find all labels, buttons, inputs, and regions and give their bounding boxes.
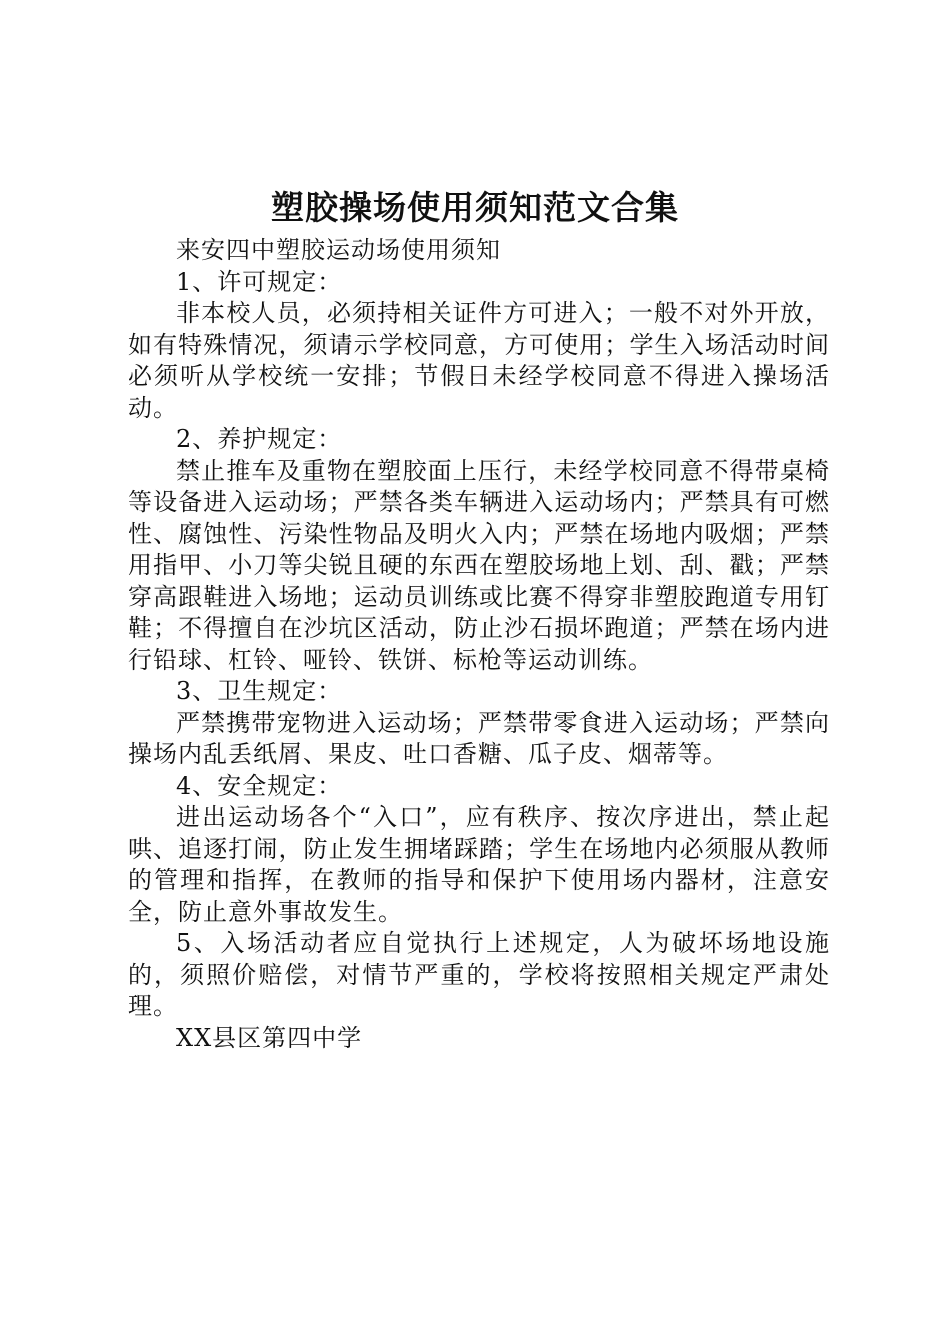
document-title: 塑胶操场使用须知范文合集 (271, 188, 679, 227)
document-body (128, 235, 830, 1054)
section-body-permission: 非本校人员，必须持相关证件方可进入；一般不对外开放，如有特殊情况，须请示学校同意，方可使用；学生入场活动时间必须听从学校统一安排；节假日未经学校同意不得进入操场活动。 (128, 299, 830, 422)
section-body-maintenance: 禁止推车及重物在塑胶面上压行，未经学校同意不得带桌椅等设备进入运动场；严禁各类车辆进入运动场内；严禁具有可燃性、腐蚀性、污染性物品及明火入内；严禁在场地内吸烟；严禁用指甲、小刀等尖锐且硬的东西在塑胶场地上划、刮、戳；严禁穿高跟鞋进入场地；运动员训练或比赛不得穿非塑胶跑道专用钉鞋；不得擅自在沙坑区活动，防止沙石损坏跑道；严禁在场内进行铅球、杠铃、哑铃、铁饼、标枪等运动训练。 (128, 456, 830, 674)
section-heading-maintenance: 2、养护规定： (176, 425, 343, 453)
section-heading-permission: 1、许可规定： (176, 267, 343, 296)
section-compliance: 5、入场活动者应自觉执行上述规定，人为破坏场地设施的，须照价赔偿，对情节严重的，学校将按照相关规定严肃处理。 (128, 929, 830, 1020)
notice-heading: 来安四中塑胶运动场使用须知 (176, 236, 501, 264)
section-body-hygiene: 严禁携带宠物进入运动场；严禁带零食进入运动场；严禁向操场内乱丢纸屑、果皮、吐口香糖、瓜子皮、烟蒂等。 (128, 708, 830, 768)
signature-line: XX县区第四中学 (176, 1023, 363, 1052)
section-body-safety: 进出运动场各个“入口”，应有秩序、按次序进出，禁止起哄、追逐打闹，防止发生拥堵踩踏；学生在场地内必须服从教师的管理和指挥，在教师的指导和保护下使用场内器材，注意安全，防止意外事故发生。 (128, 803, 830, 926)
section-heading-safety: 4、安全规定： (176, 771, 343, 800)
section-heading-hygiene: 3、卫生规定： (176, 677, 343, 705)
